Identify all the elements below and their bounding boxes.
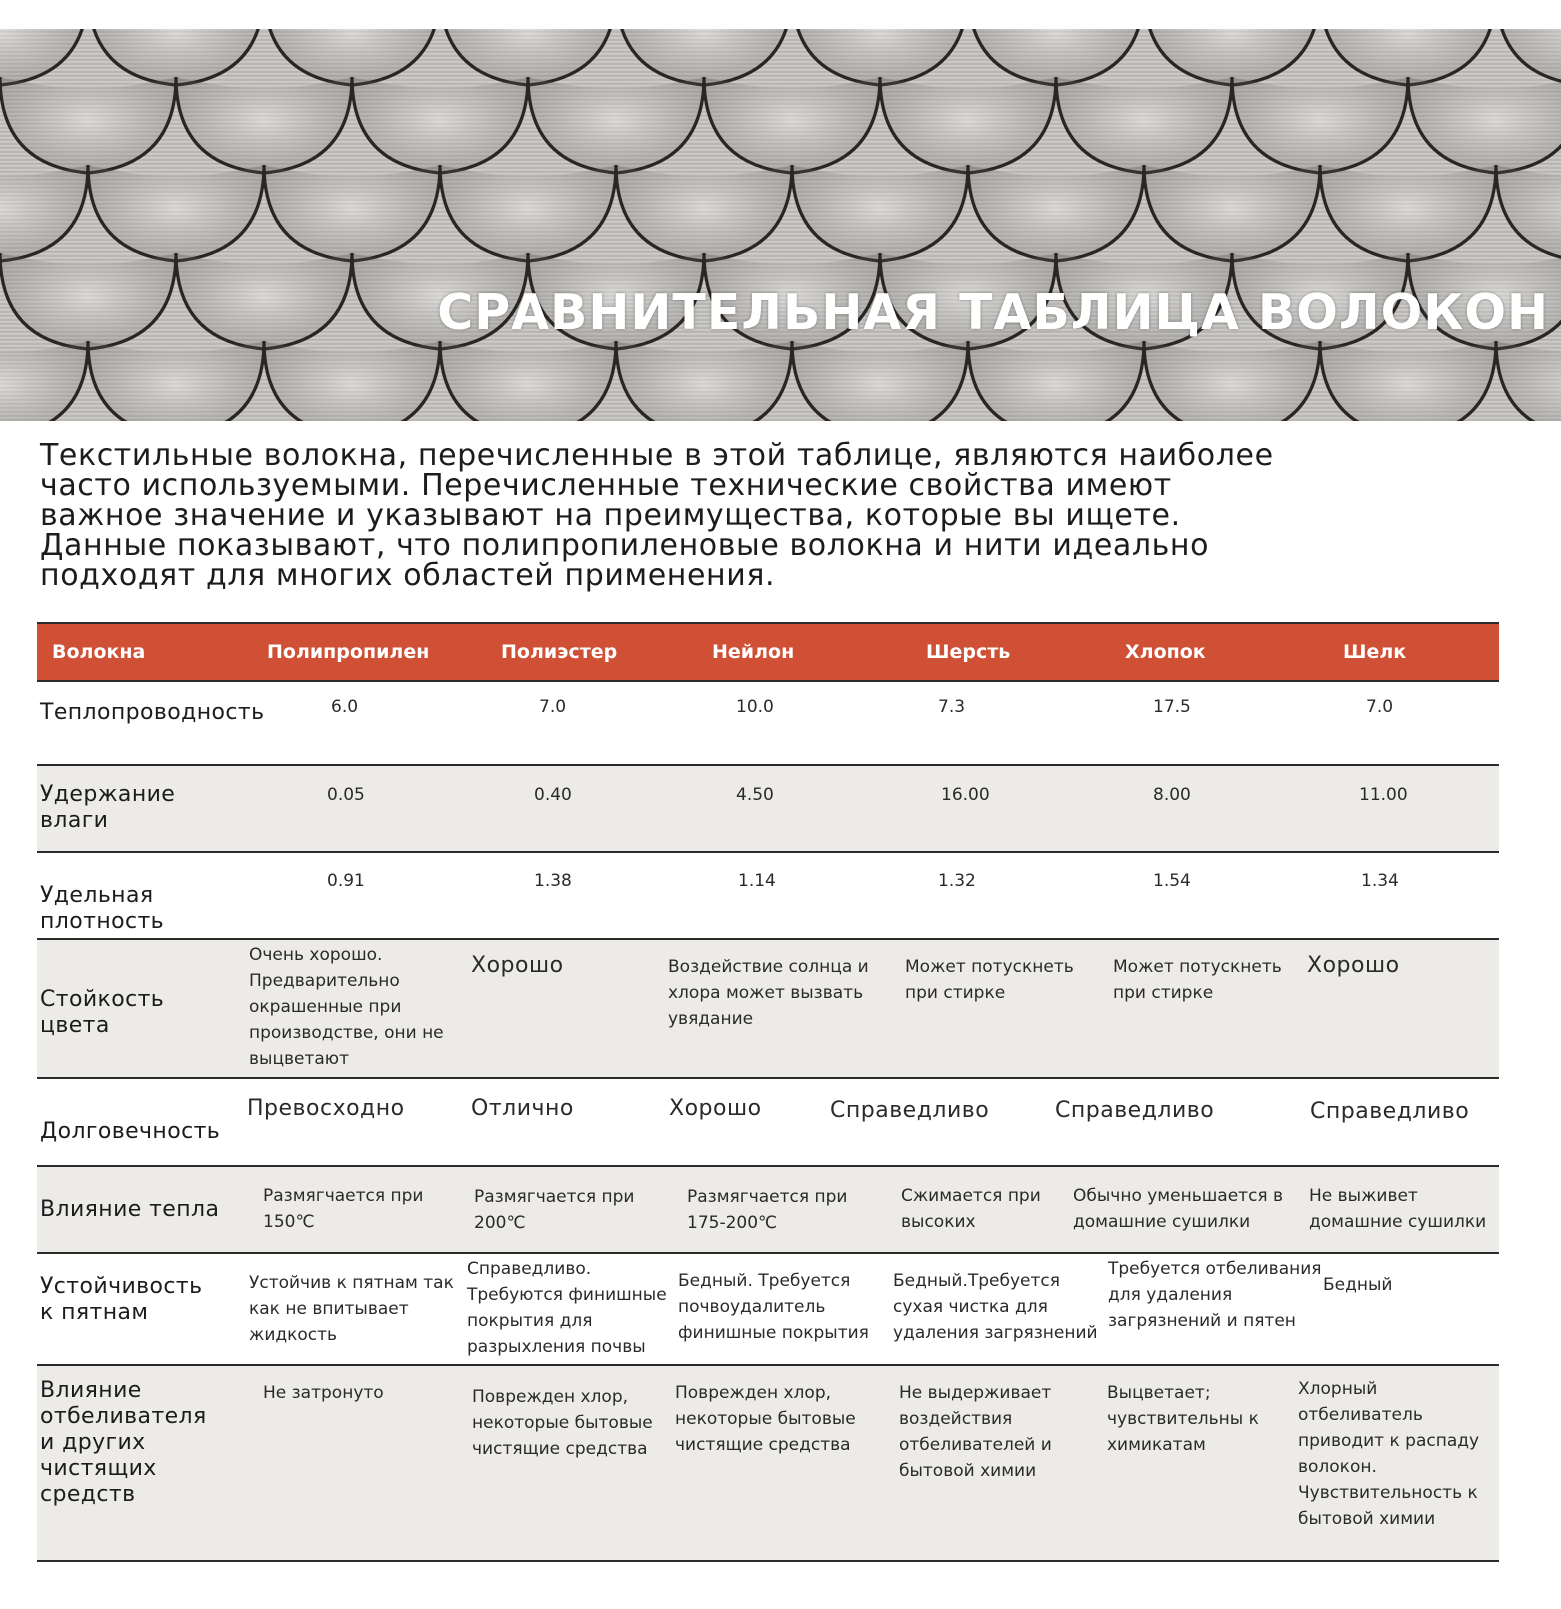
- table-cell: 17.5: [1153, 697, 1191, 717]
- table-cell: Размягчается при 200℃: [474, 1187, 635, 1233]
- table-cell: Бедный. Требуется почвоудалитель финишные покрытия: [678, 1271, 869, 1343]
- table-cell: 11.00: [1359, 785, 1408, 805]
- table-cell: Справедливо: [830, 1098, 990, 1123]
- table-cell: Бедный: [1323, 1275, 1393, 1295]
- fabric-banner: [0, 29, 1561, 421]
- table-cell: Превосходно: [247, 1096, 405, 1121]
- table-cell: Сжимается при высоких: [901, 1186, 1041, 1232]
- row-label-thermal-conductivity: Теплопроводность: [40, 700, 265, 725]
- table-cell: 0.91: [327, 871, 365, 891]
- header-polyester: Полиэстер: [501, 641, 618, 663]
- table-cell: 6.0: [331, 697, 359, 717]
- table-cell: 0.40: [534, 785, 572, 805]
- header-polypropylene: Полипропилен: [267, 641, 430, 663]
- table-cell: Требуется отбеливания для удаления загрязнений и пятен: [1108, 1259, 1322, 1331]
- row-label-stain-resistance: Устойчивость к пятнам: [40, 1274, 203, 1325]
- table-cell: 1.38: [534, 871, 572, 891]
- table-cell: Не выдерживает воздействия отбеливателей и бытовой химии: [899, 1383, 1052, 1481]
- table-cell: 8.00: [1153, 785, 1191, 805]
- header-cotton: Хлопок: [1125, 641, 1206, 663]
- table-header: [37, 622, 1499, 682]
- table-cell: Бедный.Требуется сухая чистка для удаления загрязнений: [893, 1271, 1098, 1343]
- table-cell: 7.0: [539, 697, 567, 717]
- header-wool: Шерсть: [926, 641, 1011, 663]
- table-cell: Справедливо: [1310, 1099, 1470, 1124]
- table-cell: Размягчается при 175-200℃: [687, 1187, 848, 1233]
- table-cell: Выцветает; чувствительны к химикатам: [1107, 1383, 1259, 1455]
- table-cell: Справедливо: [1055, 1098, 1215, 1123]
- row-label-durability: Долговечность: [40, 1119, 221, 1144]
- intro-paragraph: Текстильные волокна, перечисленные в этой таблице, являются наиболее часто используемыми. Перечисленные технические свойства имеют важное значение и указывают на преимущества, которые вы ищете. Данные показывают, что полипропиленовые волокна и нити идеально подходят для многих областей применения.: [40, 438, 1274, 593]
- table-cell: Хорошо: [669, 1096, 762, 1121]
- table-row: [37, 1366, 1499, 1562]
- table-row: [37, 940, 1499, 1079]
- header-nylon: Нейлон: [712, 641, 795, 663]
- table-row: [37, 766, 1499, 853]
- table-cell: Не выживет домашние сушилки: [1309, 1186, 1487, 1232]
- row-label-specific-gravity: Удельная плотность: [40, 883, 165, 934]
- table-cell: 16.00: [941, 785, 990, 805]
- table-cell: Размягчается при 150℃: [263, 1186, 424, 1232]
- table-cell: Хорошо: [1307, 953, 1400, 978]
- table-cell: Отлично: [471, 1096, 574, 1121]
- row-label-heat-effect: Влияние тепла: [40, 1197, 220, 1222]
- table-cell: Справедливо. Требуются финишные покрытия для разрыхления почвы: [467, 1259, 667, 1357]
- table-cell: 0.05: [327, 785, 365, 805]
- table-row: [37, 1254, 1499, 1366]
- table-cell: Поврежден хлор, некоторые бытовые чистящие средства: [675, 1383, 856, 1455]
- table-cell: Не затронуто: [263, 1383, 384, 1403]
- table-cell: Хлорный отбеливатель приводит к распаду волокон. Чувствительность к бытовой химии: [1298, 1379, 1480, 1529]
- row-label-moisture-regain: Удержание влаги: [40, 782, 176, 833]
- table-cell: 4.50: [736, 785, 774, 805]
- table-cell: 7.3: [938, 697, 966, 717]
- table-cell: Может потускнеть при стирке: [1113, 957, 1282, 1003]
- fiber-comparison-table: [37, 622, 1499, 1562]
- table-row: [37, 682, 1499, 766]
- table-cell: 1.32: [938, 871, 976, 891]
- table-cell: 1.34: [1361, 871, 1399, 891]
- row-label-color-fastness: Стойкость цвета: [40, 987, 165, 1038]
- table-cell: Обычно уменьшается в домашние сушилки: [1073, 1186, 1284, 1232]
- table-cell: 1.14: [738, 871, 776, 891]
- table-cell: Очень хорошо. Предварительно окрашенные при производстве, они не выцветают: [249, 945, 444, 1069]
- header-silk: Шелк: [1343, 641, 1407, 663]
- table-cell: 7.0: [1366, 697, 1394, 717]
- table-row: [37, 853, 1499, 940]
- row-label-bleach-effect: Влияние отбеливателя и других чистящих средств: [40, 1378, 207, 1507]
- table-row: [37, 1079, 1499, 1167]
- table-cell: Может потускнеть при стирке: [905, 957, 1074, 1003]
- banner-title: СРАВНИТЕЛЬНАЯ ТАБЛИЦА ВОЛОКОН: [437, 284, 1549, 341]
- table-cell: Устойчив к пятнам так как не впитывает жидкость: [249, 1273, 454, 1345]
- table-row: [37, 1167, 1499, 1254]
- table-cell: Хорошо: [471, 953, 564, 978]
- table-cell: Поврежден хлор, некоторые бытовые чистящие средства: [472, 1387, 653, 1459]
- quilted-fabric-pattern: [0, 29, 1561, 421]
- table-cell: Воздействие солнца и хлора может вызвать увядание: [668, 957, 869, 1029]
- header-fibers: Волокна: [52, 641, 146, 663]
- table-cell: 1.54: [1153, 871, 1191, 891]
- table-cell: 10.0: [736, 697, 774, 717]
